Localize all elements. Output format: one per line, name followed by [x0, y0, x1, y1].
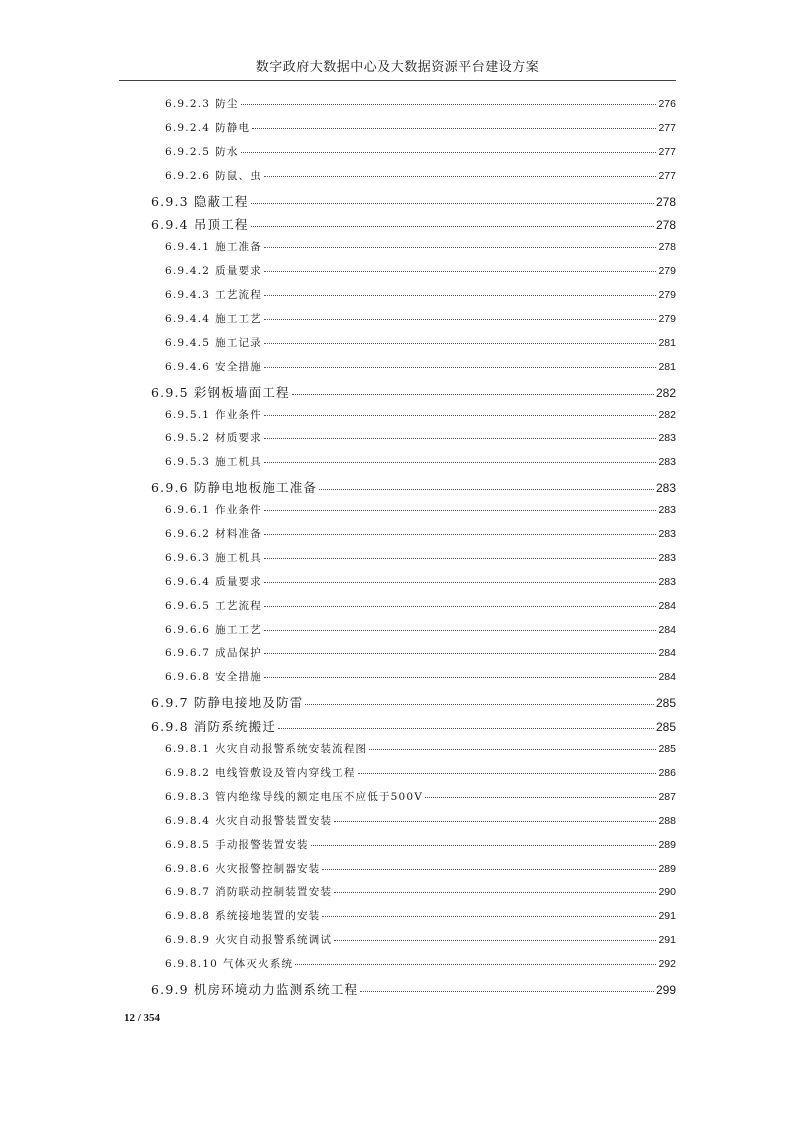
toc-entry-page: 284: [658, 671, 676, 684]
toc-dot-leader: [241, 104, 657, 105]
toc-entry-title: 电线管敷设及管内穿线工程: [215, 766, 356, 779]
toc-entry[interactable]: [119, 235, 676, 259]
toc-entry-number: 6.9.6.8: [165, 671, 211, 684]
toc-entry-page: 283: [658, 551, 676, 564]
toc-entry-title: 消防系统搬迁: [193, 719, 277, 735]
toc-dot-leader: [322, 916, 656, 917]
toc-entry-page: 279: [658, 313, 676, 326]
toc-entry-title: 火灾自动报警装置安装: [215, 814, 333, 827]
toc-entry-number: 6.9.6.5: [165, 599, 211, 612]
toc-entry[interactable]: [119, 355, 676, 379]
toc-entry-title: 作业条件: [215, 408, 262, 421]
toc-entry-page: 288: [658, 814, 676, 827]
toc-entry[interactable]: [119, 188, 676, 212]
toc-entry-title: 防水: [215, 145, 239, 158]
toc-dot-leader: [425, 797, 656, 798]
toc-entry[interactable]: [119, 904, 676, 928]
toc-entry-number: 6.9.2.4: [165, 121, 211, 134]
header-rule: [119, 80, 676, 81]
toc-entry-number: 6.9.6.6: [165, 623, 211, 636]
toc-entry-number: 6.9.4.3: [165, 289, 211, 302]
toc-entry-page: 283: [658, 432, 676, 445]
toc-dot-leader: [295, 964, 656, 965]
toc-entry[interactable]: [119, 570, 676, 594]
toc-entry-number: 6.9.4.6: [165, 360, 211, 373]
toc-entry-title: 施工记录: [215, 336, 262, 349]
toc-entry-title: 施工机具: [215, 456, 262, 469]
toc-entry-page: 283: [658, 575, 676, 588]
toc-entry-page: 283: [658, 504, 676, 517]
toc-entry[interactable]: [119, 522, 676, 546]
page-number: 12 / 354: [124, 1012, 161, 1024]
toc-entry-number: 6.9.8.2: [165, 766, 211, 779]
toc-entry-title: 气体灭火系统: [223, 958, 294, 971]
toc-entry[interactable]: [119, 809, 676, 833]
toc-entry-page: 284: [658, 647, 676, 660]
toc-entry-number: 6.9.8.1: [165, 743, 211, 756]
toc-entry-number: 6.9.6.7: [165, 647, 211, 660]
toc-entry-page: 284: [658, 599, 676, 612]
toc-entry[interactable]: [119, 737, 676, 761]
toc-entry-number: 6.9.8: [151, 719, 189, 735]
toc-entry-page: 277: [658, 121, 676, 134]
toc-entry-number: 6.9.5.1: [165, 408, 211, 421]
toc-entry-page: 289: [658, 862, 676, 875]
toc-dot-leader: [264, 438, 657, 439]
toc-entry[interactable]: [119, 976, 676, 1000]
toc-dot-leader: [264, 677, 657, 678]
toc-dot-leader: [264, 510, 657, 511]
toc-entry-title: 防鼠、虫: [215, 169, 262, 182]
toc-entry-title: 管内绝缘导线的额定电压不应低于500V: [215, 790, 424, 803]
toc-entry-page: 276: [658, 98, 676, 110]
toc-entry-title: 成品保护: [215, 647, 262, 660]
toc-entry-page: 284: [658, 623, 676, 636]
toc-entry[interactable]: [119, 283, 676, 307]
toc-entry-number: 6.9.8.7: [165, 886, 211, 899]
toc-entry[interactable]: [119, 713, 676, 737]
toc-entry-title: 系统接地装置的安装: [215, 910, 321, 923]
toc-entry-number: 6.9.6: [151, 480, 189, 496]
toc-entry-number: 6.9.2.5: [165, 145, 211, 158]
toc-dot-leader: [251, 226, 654, 227]
toc-dot-leader: [251, 203, 654, 204]
toc-entry-page: 283: [658, 456, 676, 469]
toc-dot-leader: [252, 128, 656, 129]
toc-entry-title: 质量要求: [215, 575, 262, 588]
toc-dot-leader: [322, 869, 656, 870]
toc-entry-number: 6.9.4.2: [165, 265, 211, 278]
toc-entry-page: 291: [658, 934, 676, 947]
toc-entry-number: 6.9.7: [151, 695, 189, 711]
toc-dot-leader: [264, 295, 657, 296]
toc-entry[interactable]: [119, 833, 676, 857]
toc-entry-page: 287: [658, 790, 676, 803]
toc-entry-page: 279: [658, 289, 676, 302]
toc-entry[interactable]: [119, 928, 676, 952]
toc-dot-leader: [360, 991, 654, 992]
toc-entry[interactable]: [119, 379, 676, 403]
toc-entry-number: 6.9.4.5: [165, 336, 211, 349]
toc-entry-number: 6.9.8.5: [165, 838, 211, 851]
toc-entry-page: 281: [658, 360, 676, 373]
toc-entry-title: 材料准备: [215, 528, 262, 541]
toc-dot-leader: [264, 367, 657, 368]
toc-entry-page: 283: [655, 481, 676, 496]
toc-entry[interactable]: [119, 761, 676, 785]
toc-dot-leader: [369, 749, 656, 750]
toc-dot-leader: [264, 606, 657, 607]
toc-dot-leader: [278, 728, 654, 729]
toc-dot-leader: [311, 845, 657, 846]
toc-entry[interactable]: [119, 211, 676, 235]
toc-entry[interactable]: [119, 450, 676, 474]
toc-entry-number: 6.9.8.10: [165, 958, 219, 971]
toc-dot-leader: [264, 653, 657, 654]
toc-entry-title: 质量要求: [215, 265, 262, 278]
toc-entry-number: 6.9.8.6: [165, 862, 211, 875]
toc-entry[interactable]: [119, 259, 676, 283]
toc-dot-leader: [264, 271, 657, 272]
toc-entry-title: 火灾报警控制器安装: [215, 862, 321, 875]
toc-entry-number: 6.9.5.2: [165, 432, 211, 445]
toc-entry[interactable]: [119, 594, 676, 618]
toc-entry-title: 手动报警装置安装: [215, 838, 309, 851]
toc-entry[interactable]: [119, 952, 676, 976]
toc-entry-title: 防静电接地及防雷: [193, 695, 304, 711]
toc-entry[interactable]: [119, 116, 676, 140]
toc-entry-title: 施工工艺: [215, 313, 262, 326]
toc-entry[interactable]: [119, 426, 676, 450]
toc-entry-page: 277: [658, 145, 676, 158]
toc-dot-leader: [264, 582, 657, 583]
toc-entry-page: 278: [655, 194, 676, 209]
toc-entry-number: 6.9.4.1: [165, 241, 211, 254]
toc-entry-number: 6.9.5.3: [165, 456, 211, 469]
toc-entry-number: 6.9.5: [151, 384, 189, 400]
toc-dot-leader: [334, 892, 656, 893]
toc-dot-leader: [358, 773, 657, 774]
toc-dot-leader: [264, 558, 657, 559]
toc-entry-page: 281: [658, 336, 676, 349]
toc-entry-title: 火灾自动报警系统安装流程图: [215, 743, 368, 756]
toc-entry-title: 火灾自动报警系统调试: [215, 934, 333, 947]
table-of-contents: [119, 92, 676, 1000]
toc-entry-number: 6.9.4: [151, 217, 189, 233]
toc-entry-title: 施工工艺: [215, 623, 262, 636]
toc-entry[interactable]: [119, 498, 676, 522]
toc-entry-number: 6.9.4.4: [165, 313, 211, 326]
toc-entry[interactable]: [119, 689, 676, 713]
toc-entry-title: 工艺流程: [215, 289, 262, 302]
toc-entry-page: 289: [658, 838, 676, 851]
toc-entry[interactable]: [119, 785, 676, 809]
toc-dot-leader: [264, 534, 657, 535]
toc-entry-title: 吊顶工程: [193, 217, 249, 233]
toc-dot-leader: [264, 462, 657, 463]
toc-entry-title: 安全措施: [215, 360, 262, 373]
toc-dot-leader: [264, 247, 657, 248]
toc-entry-page: 285: [655, 696, 676, 711]
toc-entry[interactable]: [119, 140, 676, 164]
toc-dot-leader: [292, 394, 654, 395]
toc-dot-leader: [305, 704, 654, 705]
toc-entry-number: 6.9.8.8: [165, 910, 211, 923]
toc-entry[interactable]: [119, 618, 676, 642]
toc-entry-title: 施工机具: [215, 551, 262, 564]
toc-entry-page: 292: [658, 958, 676, 971]
toc-entry-number: 6.9.6.3: [165, 551, 211, 564]
toc-entry-number: 6.9.6.4: [165, 575, 211, 588]
toc-entry[interactable]: [119, 880, 676, 904]
toc-entry-number: 6.9.2.3: [165, 98, 211, 110]
toc-dot-leader: [264, 343, 657, 344]
toc-entry-number: 6.9.2.6: [165, 169, 211, 182]
toc-entry-page: 291: [658, 910, 676, 923]
toc-entry-page: 286: [658, 766, 676, 779]
toc-entry-title: 隐蔽工程: [193, 193, 249, 209]
toc-entry-page: 282: [655, 385, 676, 400]
page-header-title: 数字政府大数据中心及大数据资源平台建设方案: [255, 60, 540, 75]
toc-entry-page: 282: [658, 408, 676, 421]
toc-entry-number: 6.9.8.4: [165, 814, 211, 827]
toc-entry-title: 施工准备: [215, 241, 262, 254]
toc-entry-title: 作业条件: [215, 504, 262, 517]
toc-entry-page: 279: [658, 265, 676, 278]
toc-entry-number: 6.9.8.9: [165, 934, 211, 947]
toc-entry-number: 6.9.8.3: [165, 790, 211, 803]
toc-entry-page: 285: [655, 720, 676, 735]
toc-dot-leader: [264, 319, 657, 320]
toc-entry[interactable]: [119, 546, 676, 570]
toc-dot-leader: [264, 415, 657, 416]
toc-entry-title: 防静电地板施工准备: [193, 480, 318, 496]
toc-dot-leader: [264, 176, 657, 177]
toc-dot-leader: [334, 940, 656, 941]
toc-entry-page: 278: [655, 218, 676, 233]
toc-entry-title: 防尘: [215, 98, 239, 110]
toc-entry-title: 彩钢板墙面工程: [193, 384, 290, 400]
toc-dot-leader: [319, 489, 654, 490]
toc-entry-title: 防静电: [215, 121, 251, 134]
toc-entry-page: 299: [655, 982, 676, 997]
toc-entry[interactable]: [119, 331, 676, 355]
toc-entry-title: 机房环境动力监测系统工程: [193, 981, 359, 997]
toc-dot-leader: [241, 152, 657, 153]
toc-entry-title: 材质要求: [215, 432, 262, 445]
toc-entry[interactable]: [119, 474, 676, 498]
toc-entry-page: 283: [658, 528, 676, 541]
toc-entry[interactable]: [119, 307, 676, 331]
toc-entry[interactable]: [119, 665, 676, 689]
toc-dot-leader: [334, 821, 656, 822]
toc-entry[interactable]: [119, 164, 676, 188]
toc-entry-number: 6.9.3: [151, 193, 189, 209]
toc-entry[interactable]: [119, 641, 676, 665]
toc-entry-number: 6.9.6.1: [165, 504, 211, 517]
toc-entry[interactable]: [119, 857, 676, 881]
toc-entry-page: 285: [658, 743, 676, 756]
toc-entry-number: 6.9.6.2: [165, 528, 211, 541]
toc-entry-title: 消防联动控制装置安装: [215, 886, 333, 899]
toc-entry-title: 安全措施: [215, 671, 262, 684]
toc-entry[interactable]: [119, 403, 676, 427]
toc-entry[interactable]: [119, 92, 676, 116]
toc-entry-page: 278: [658, 241, 676, 254]
toc-dot-leader: [264, 630, 657, 631]
toc-entry-page: 277: [658, 169, 676, 182]
toc-entry-number: 6.9.9: [151, 981, 189, 997]
toc-entry-page: 290: [658, 886, 676, 899]
toc-entry-title: 工艺流程: [215, 599, 262, 612]
